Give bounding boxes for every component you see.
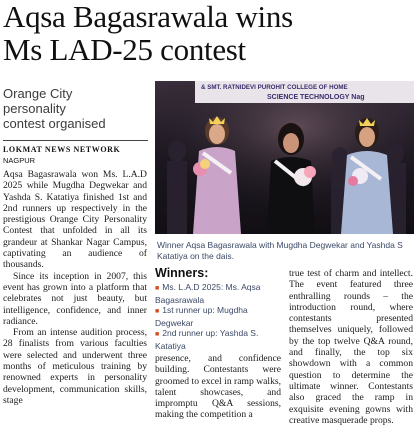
winner-item	[155, 305, 275, 328]
deck-line-3: contest organised	[3, 116, 106, 131]
article-paragraph: Since its inception in 2007, this event has grown into a platform that celebrates not just beauty, but intelligence, confidence, and inner radiance.	[3, 270, 147, 327]
bullet-icon: ■	[155, 308, 160, 315]
event-photo-illustration	[155, 81, 414, 234]
article-paragraph: true test of charm and intellect. The event featured three enthralling rounds – the introduction round, where contestants presented themselves uniquely, followed by the top twelve Q&A round, and finally, the top six showdown with a common question to determine the ultimate winner. Contestants also graced the ramp in exquisite evening gowns with creative masquerade props.	[289, 268, 413, 426]
winner-item	[155, 328, 275, 351]
article-column-3	[289, 268, 413, 426]
deck-divider	[3, 140, 148, 141]
winner-item-text: Ms. L.A.D 2025: Ms. Aqsa Bagasrawala	[155, 282, 261, 305]
photo-caption: Winner Aqsa Bagasrawala with Mugdha Degwekar and Yashda S Katatiya on the dais.	[157, 240, 403, 261]
headline-line-2: Ms LAD-25 contest	[3, 32, 246, 67]
deck-line-1: Orange City	[3, 86, 73, 101]
headline	[3, 0, 413, 66]
article-column-1	[3, 169, 147, 406]
article-paragraph: From an intense audition process, 28 finalists from various faculties were selected and underwent three months of meticulous training by renowned experts in personality development, communication skills, stage	[3, 327, 147, 406]
byline-place: NAGPUR	[3, 156, 36, 165]
article-paragraph: presence, and confidence building. Contestants were groomed to excel in ramp walks, talent showcases, and impromptu Q&A sessions, making the competition a	[155, 353, 281, 421]
svg-text:SCIENCE TECHNOLOGY Nag: SCIENCE TECHNOLOGY Nag	[267, 94, 365, 101]
winner-item	[155, 282, 275, 305]
winners-heading: Winners:	[155, 266, 209, 280]
bullet-icon: ■	[155, 285, 160, 292]
byline-agency: LOKMAT NEWS NETWORK	[3, 145, 121, 154]
bullet-icon: ■	[155, 331, 160, 338]
deck	[3, 86, 148, 131]
event-photo	[155, 81, 414, 234]
article-column-2	[155, 353, 281, 421]
winner-item-text: 1st runner up: Mugdha Degwekar	[155, 305, 248, 328]
deck-line-2: personality	[3, 101, 66, 116]
headline-line-1: Aqsa Bagasrawala wins	[3, 0, 293, 34]
stage-banner-text: & SMT. RATNIDEVI PUROHIT COLLEGE OF HOME	[201, 84, 348, 91]
winner-item-text: 2nd runner up: Yashda S. Katatiya	[155, 328, 259, 351]
article-paragraph: Aqsa Bagasrawala won Ms. L.A.D 2025 while Mugdha Degwekar and Yashda S. Katatiya finished 1st and 2nd runners up respectively in the prestigious Orange City Personality Contest that unfolded in all its grandeur at Shankar Nagar Campus, captivating an audience of thousands.	[3, 169, 147, 271]
